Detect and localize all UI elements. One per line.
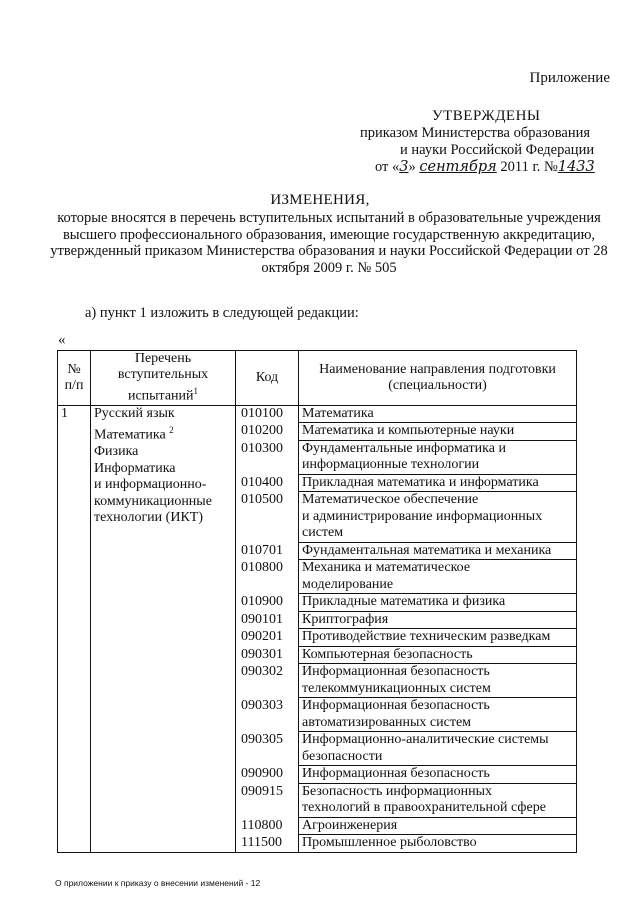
date-year: 2011 г. № [496,159,558,175]
header-name: Наименование направления подготовки (специальности) [299,351,577,406]
entry-code: 090303 [241,698,283,714]
entry-code: 010400 [241,474,283,490]
subject-item: технологии (ИКТ) [94,510,203,526]
entry-code: 090305 [241,732,283,748]
exam-table [57,350,577,853]
table-header-row [58,351,577,406]
entry-name: Прикладные математика и физика [299,593,576,611]
order-number: 1433 [557,159,595,175]
entry-name: Математика [302,405,374,421]
entry-code: 010300 [241,440,283,456]
entry-name: Фундаментальная математика и механика [299,542,576,560]
entry-name: Математика и компьютерные науки [299,422,576,440]
entry-name: Математическое обеспечение и администрирование информационных систем [299,491,576,542]
entry-name: Безопасность информационных технологий в правоохранительной сфере [299,783,576,817]
subject-item: Математика $^2$ [94,425,174,443]
entry-name: Информационно-аналитические системы безопасности [299,731,576,765]
entry-name: Промышленное рыболовство [299,834,576,852]
entry-code: 090915 [241,783,283,799]
entry-name: Агроинженерия [299,817,576,835]
changes-subtitle: которые вносятся в перечень вступительных испытаний в образовательные учреждения высшего профессионального образования, имеющие государственную аккредитацию, утвержденный приказом Министерства образования и науки Российской Федерации от 28 октября 2009 г. № 505 [50,210,608,276]
entry-code: 010200 [241,423,283,439]
entry-name: Противодействие техническим разведкам [299,628,576,646]
entry-code: 090900 [241,766,283,782]
entry-code: 010100 [241,405,283,421]
entry-code: 010900 [241,594,283,610]
names-cell [299,405,577,852]
date-day: 3 [399,159,409,175]
row-number: 1 [58,405,91,852]
open-quote: « [58,332,66,348]
entry-code: 090201 [241,629,283,645]
entry-code: 010800 [241,560,283,576]
entry-name: Компьютерная безопасность [299,646,576,664]
approval-date [360,159,620,176]
entry-name: Информационная безопасность автоматизированных систем [299,697,576,731]
entry-code: 111500 [241,835,282,851]
entry-name: Информационная безопасность телекоммуникационных систем [299,663,576,697]
subject-item: Русский язык [94,405,175,421]
entry-code: 110800 [241,817,283,833]
approved-title: УТВЕРЖДЕНЫ [432,108,541,124]
changes-title: ИЗМЕНЕНИЯ, [270,192,370,208]
entry-code: 090302 [241,664,283,680]
approved-line-2: и науки Российской Федерации [400,142,595,158]
approved-line-1: приказом Министерства образования [360,125,591,141]
subject-item: коммуникационные [94,493,212,509]
clause-text: а) пункт 1 изложить в следующей редакции: [85,305,359,321]
date-month: сентября [419,159,497,175]
entry-name: Фундаментальные информатика и информационные технологии [299,440,576,474]
entry-code: 090301 [241,646,283,662]
subject-item: Информатика [94,460,176,476]
approval-block [360,108,620,176]
date-mid: » [408,159,420,175]
entry-code: 090101 [241,611,283,627]
appendix-label: Приложение [529,70,610,86]
date-prefix: от « [375,159,400,175]
entry-name: Механика и математическое моделирование [299,559,576,593]
footer-note: О приложении к приказу о внесении изменений - 12 [55,878,261,888]
entry-name: Криптография [299,611,576,629]
subjects-cell [91,405,236,852]
entry-code: 010701 [241,542,283,558]
entry-name: Информационная безопасность [299,765,576,783]
table-row [58,405,577,852]
subject-item: и информационно- [94,477,207,493]
entry-name: Прикладная математика и информатика [299,474,576,492]
subject-item: Физика [94,444,139,460]
header-subjects: Перечень вступительных испытаний$^1$ [91,351,236,406]
header-number: № п/п [58,351,91,406]
entry-code: 010500 [241,492,283,508]
header-subjects-sup: 1 [193,386,199,396]
codes-cell [236,405,299,852]
header-code: Код [236,351,299,406]
